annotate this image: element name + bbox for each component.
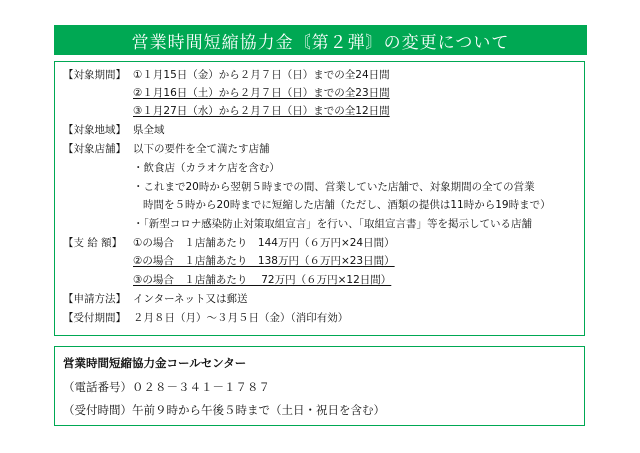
- apply-value: インターネット又は郵送: [133, 293, 248, 305]
- stores-item-2: ・これまで20時から翌朝５時までの間、営業していた店舗で、対象期間の全ての営業: [133, 181, 535, 193]
- period-item-3: ③１月27日（水）から２月７日（日）までの全12日間: [133, 105, 390, 117]
- stores-item-3: ・「新型コロナ感染防止対策取組宣言」を行い、「取組宣言書」等を掲示している店舗: [133, 218, 532, 230]
- details-box: [54, 61, 585, 336]
- title-banner: [54, 25, 587, 55]
- reception-value: ２月８日（月）～３月５日（金）（消印有効）: [133, 312, 349, 324]
- call-center-title: 営業時間短縮協力金コールセンター: [63, 356, 247, 370]
- apply-label: 【申請方法】: [63, 293, 126, 305]
- reception-label: 【受付期間】: [63, 312, 126, 324]
- payment-item-3: ③の場合 １店舗あたり 72万円（６万円×12日間）: [133, 274, 392, 286]
- period-label: 【対象期間】: [63, 69, 126, 81]
- period-item-2: ②１月16日（土）から２月７日（日）までの全23日間: [133, 87, 390, 99]
- payment-item-1: ①の場合 １店舗あたり 144万円（６万円×24日間）: [133, 237, 395, 249]
- banner-title: 営業時間短縮協力金〘第２弾〙の変更について: [131, 32, 510, 53]
- payment-item-2: ②の場合 １店舗あたり 138万円（６万円×23日間）: [133, 255, 395, 267]
- stores-item-1: ・飲食店（カラオケ店を含む）: [133, 162, 280, 174]
- call-center-box: [54, 346, 585, 426]
- period-item-1: ①１月15日（金）から２月７日（日）までの全24日間: [133, 69, 390, 81]
- call-center-hours: （受付時間）午前９時から午後５時まで（土日・祝日を含む）: [63, 403, 385, 417]
- stores-intro: 以下の要件を全て満たす店舗: [133, 143, 270, 155]
- payment-label: 【支 給 額】: [63, 237, 123, 249]
- call-center-phone: （電話番号）０２８－３４１－１７８７: [63, 380, 270, 394]
- stores-label: 【対象店舗】: [63, 143, 126, 155]
- area-value: 県全域: [133, 124, 165, 136]
- area-label: 【対象地域】: [63, 124, 126, 136]
- stores-item-2-cont: 時間を５時から20時までに短縮した店舗（ただし、酒類の提供は11時から19時まで）: [143, 199, 551, 211]
